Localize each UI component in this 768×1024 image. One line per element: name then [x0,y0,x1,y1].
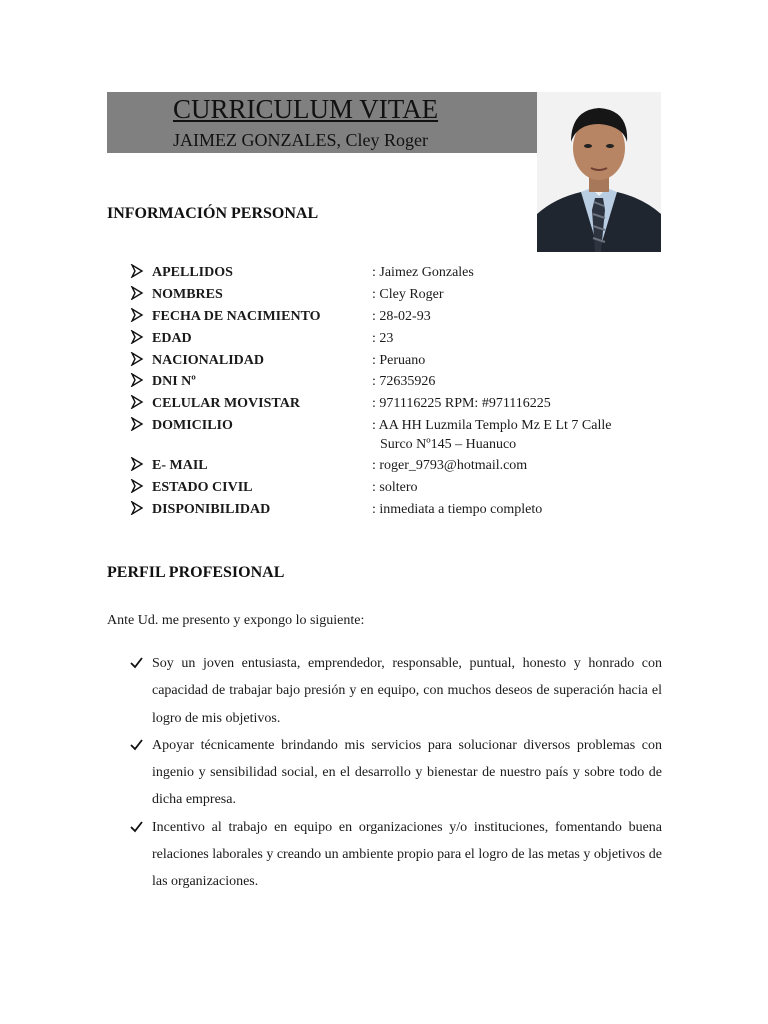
arrow-bullet-icon [130,395,144,409]
arrow-bullet-icon [130,479,144,493]
arrow-bullet-icon [130,457,144,471]
list-item [130,285,690,307]
arrow-bullet-icon [130,373,144,387]
field-label: DOMICILIO [152,418,233,434]
header-banner [107,92,537,153]
field-value: : roger_9793@hotmail.com [372,458,528,474]
list-item [130,329,690,351]
list-item [130,456,690,478]
field-value: : AA HH Luzmila Templo Mz E Lt 7 Calle [372,418,612,434]
field-label: CELULAR MOVISTAR [152,396,300,412]
arrow-bullet-icon [130,308,144,322]
field-label: FECHA DE NACIMIENTO [152,308,321,324]
list-item [130,478,690,500]
portrait-photo [537,92,661,252]
field-label: NOMBRES [152,286,223,302]
list-item [130,307,690,329]
bullet-text: Incentivo al trabajo en equipo en organizaciones y/o instituciones, fomentando buena relaciones laborales y creando un ambiente propio para el logro de las metas y objetivos de las organizaciones. [152,819,662,890]
arrow-bullet-icon [130,264,144,278]
professional-profile-heading: PERFIL PROFESIONAL [107,564,285,581]
list-item [130,394,690,416]
checkmark-icon [130,656,143,669]
field-label: E- MAIL [152,458,208,474]
checkmark-icon [130,738,143,751]
field-value: : 23 [372,330,394,346]
list-item [130,732,662,814]
list-item [130,351,690,373]
field-value: : Peruano [372,352,426,368]
bullet-text: Soy un joven entusiasta, emprendedor, responsable, puntual, honesto y honrado con capacidad de trabajar bajo presión y en equipo, con muchos deseos de superación hacia el logro de mis objetivos. [152,656,662,726]
field-value: : 971116225 RPM: #971116225 [372,396,551,412]
full-name: JAIMEZ GONZALES, Cley Roger [173,130,428,150]
field-value: : soltero [372,480,418,496]
field-label: DISPONIBILIDAD [152,502,271,518]
document-title: CURRICULUM VITAE [173,94,439,124]
field-label: DNI Nº [152,374,196,390]
field-value: : 72635926 [372,374,436,390]
arrow-bullet-icon [130,501,144,515]
profile-bullets [130,650,662,896]
list-item [130,500,690,522]
arrow-bullet-icon [130,330,144,344]
portrait-photo-icon [537,92,661,252]
list-item [130,263,690,285]
field-value: : Cley Roger [372,286,444,302]
bullet-text: Apoyar técnicamente brindando mis servicios para solucionar diversos problemas con ingenio y sensibilidad social, en el desarrollo y bienestar de nuestro país y sobre todo de dicha empresa. [152,737,662,808]
arrow-bullet-icon [130,417,144,431]
field-value: : Jaimez Gonzales [372,265,474,280]
arrow-bullet-icon [130,286,144,300]
checkmark-icon [130,820,143,833]
field-value-continued: Surco Nº145 – Huanuco [380,437,517,453]
field-label: NACIONALIDAD [152,352,265,368]
list-item [130,372,690,394]
profile-intro: Ante Ud. me presento y expongo lo siguiente: [107,613,365,628]
field-label: APELLIDOS [152,265,233,280]
list-item [130,650,662,732]
field-label: EDAD [152,330,192,346]
personal-info-list [130,263,690,522]
field-value: : 28-02-93 [372,308,431,324]
field-value: : inmediata a tiempo completo [372,502,543,518]
list-item [130,814,662,896]
list-item [130,416,690,456]
field-label: ESTADO CIVIL [152,480,253,496]
personal-info-heading: INFORMACIÓN PERSONAL [107,205,319,222]
arrow-bullet-icon [130,352,144,366]
